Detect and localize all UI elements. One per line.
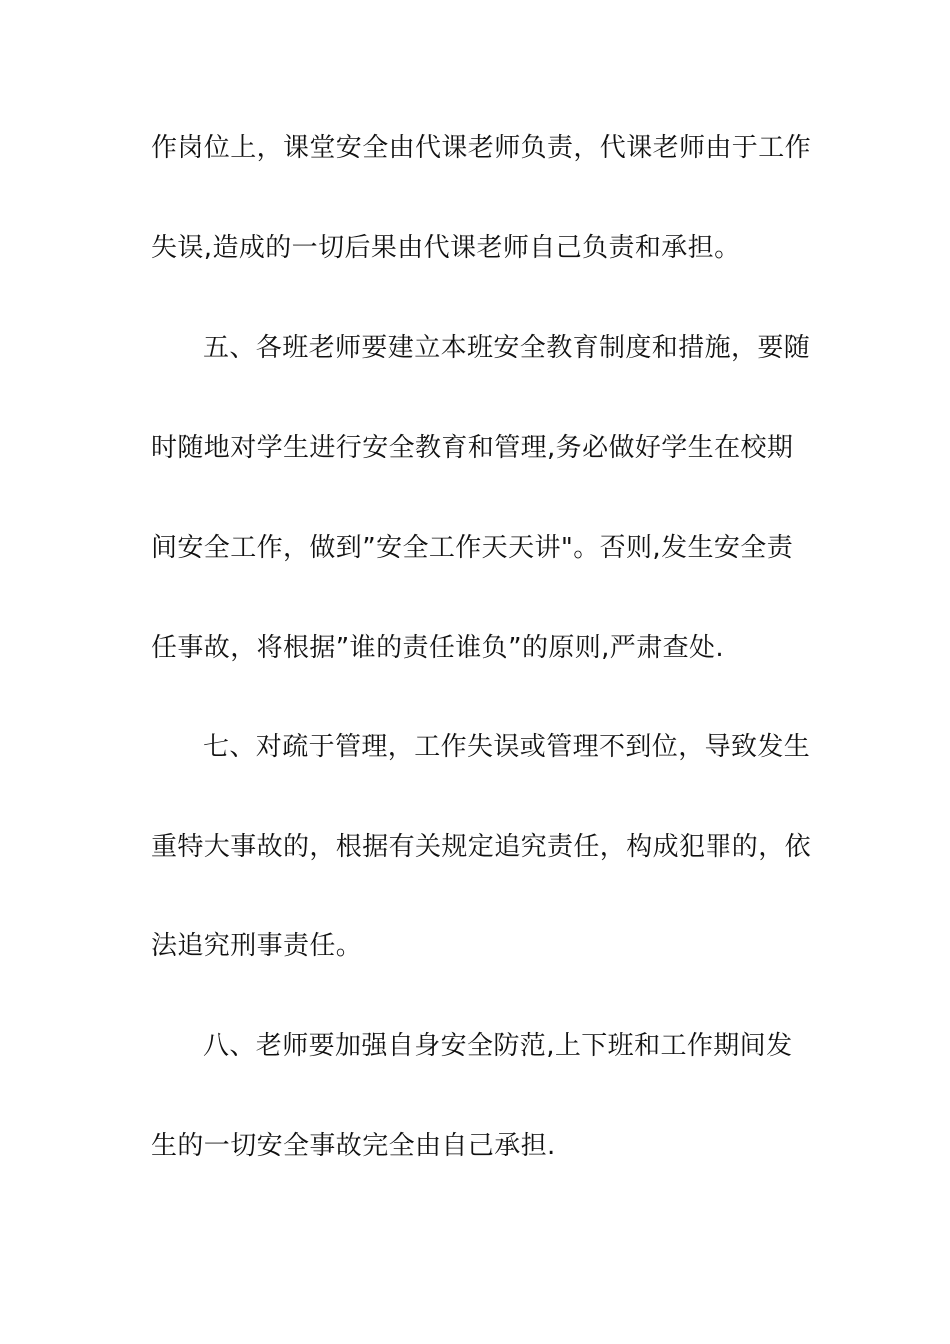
text-line: 时随地对学生进行安全教育和管理,务必做好学生在校期 bbox=[151, 433, 794, 463]
text-line: 作岗位上，课堂安全由代课老师负责，代课老师由于工作 bbox=[151, 133, 812, 163]
text-line: 间安全工作，做到”安全工作天天讲"。否则,发生安全责 bbox=[151, 533, 794, 563]
text-line: 法追究刑事责任。 bbox=[151, 931, 363, 961]
text-line: 生的一切安全事故完全由自己承担. bbox=[151, 1131, 556, 1161]
paragraph-start-line: 八、老师要加强自身安全防范,上下班和工作期间发 bbox=[203, 1031, 793, 1061]
paragraph-start-line: 五、各班老师要建立本班安全教育制度和措施，要随 bbox=[203, 333, 811, 363]
text-line: 失误,造成的一切后果由代课老师自己负责和承担。 bbox=[151, 233, 741, 263]
paragraph-start-line: 七、对疏于管理，工作失误或管理不到位，导致发生 bbox=[203, 732, 811, 762]
text-line: 任事故，将根据”谁的责任谁负”的原则,严肃查处. bbox=[151, 633, 725, 663]
text-line: 重特大事故的，根据有关规定追究责任，构成犯罪的，依 bbox=[151, 832, 812, 862]
